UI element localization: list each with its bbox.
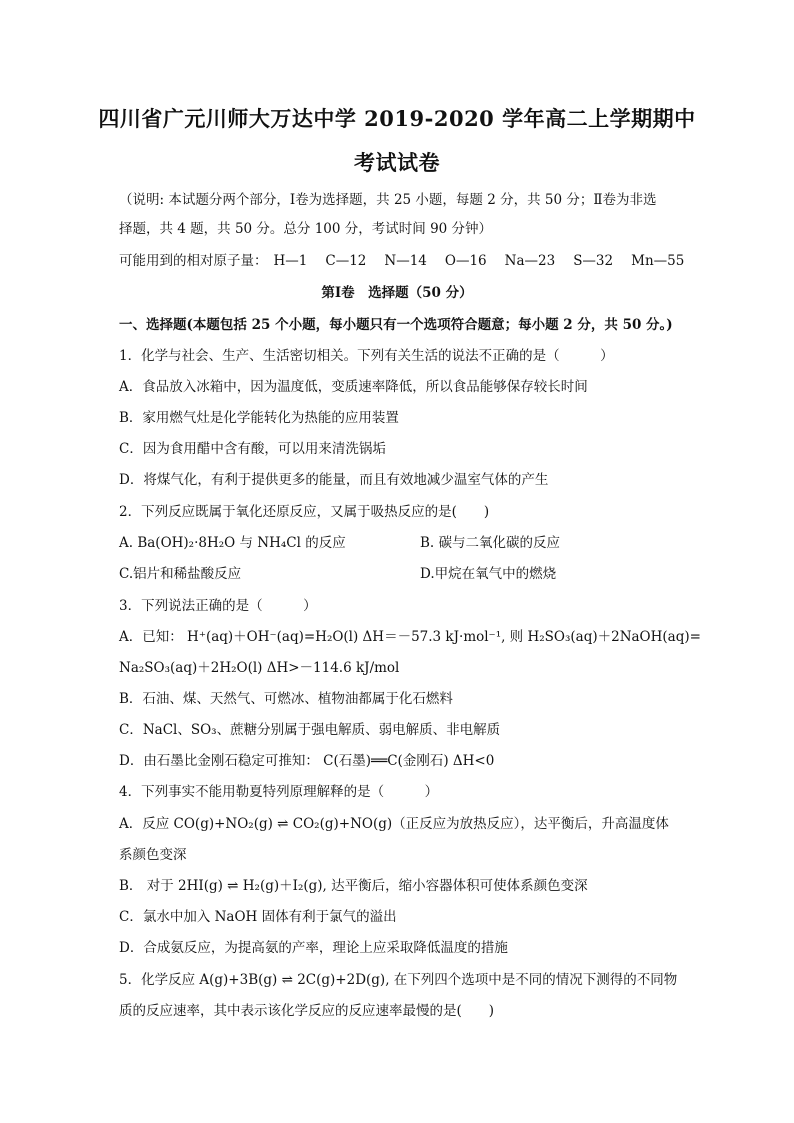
q3-option-c: C．NaCl、SO₃、蔗糖分别属于强电解质、弱电解质、非电解质 (119, 722, 501, 738)
q4-option-c: C．氯水中加入 NaOH 固体有利于氯气的溢出 (119, 909, 397, 925)
q1-stem: 1．化学与社会、生产、生活密切相关。下列有关生活的说法不正确的是（ ） (119, 348, 614, 364)
q4-option-a-line-1: A．反应 CO(g)+NO₂(g) ⇌ CO₂(g)+NO(g)（正反应为放热反应），达平衡后，升高温度体 (119, 816, 669, 832)
exam-title-line-2: 考试试卷 (354, 150, 440, 175)
q3-option-a-line-2: Na₂SO₃(aq)＋2H₂O(l) ΔH>－114.6 kJ/mol (119, 660, 400, 676)
atomic-mass-n: N—14 (384, 253, 427, 269)
exam-title-line-1: 四川省广元川师大万达中学 2019-2020 学年高二上学期期中 (98, 106, 696, 131)
atomic-mass-label: 可能用到的相对原子量： (119, 253, 268, 269)
q3-option-b: B．石油、煤、天然气、可燃冰、植物油都属于化石燃料 (119, 691, 453, 707)
instructions-line-1: （说明: 本试题分两个部分，Ⅰ卷为选择题，共 25 小题，每题 2 分，共 50 分；Ⅱ卷为非选 (119, 192, 657, 208)
q2-option-a: A. Ba(OH)₂·8H₂O 与 NH₄Cl 的反应 (119, 535, 346, 551)
atomic-mass-h: H—1 (273, 253, 308, 269)
q4-option-b: B． 对于 2HI(g) ⇌ H₂(g)＋I₂(g), 达平衡后，缩小容器体积可使体系颜色变深 (119, 878, 588, 894)
section-title: 第Ⅰ卷 选择题（50 分） (321, 285, 473, 301)
q5-stem-line-2: 质的反应速率，其中表示该化学反应的反应速率最慢的是( ) (119, 1003, 495, 1019)
q2-option-d: D.甲烷在氧气中的燃烧 (420, 566, 557, 582)
q2-option-c: C.铝片和稀盐酸反应 (119, 566, 242, 582)
atomic-mass-c: C—12 (325, 253, 367, 269)
q3-option-a-line-1: A．已知： H⁺(aq)＋OH⁻(aq)=H₂O(l) ΔH＝－57.3 kJ·mol⁻¹, 则 H₂SO₃(aq)＋2NaOH(aq)= (119, 629, 701, 645)
q4-option-d: D．合成氨反应，为提高氨的产率，理论上应采取降低温度的措施 (119, 940, 508, 956)
q4-stem: 4．下列事实不能用勒夏特列原理解释的是（ ） (119, 784, 439, 800)
q1-option-c: C．因为食用醋中含有酸，可以用来清洗锅垢 (119, 441, 386, 457)
q1-option-a: A．食品放入冰箱中，因为温度低，变质速率降低，所以食品能够保存较长时间 (119, 379, 588, 395)
q4-option-a-line-2: 系颜色变深 (119, 847, 187, 863)
q5-stem-line-1: 5．化学反应 A(g)+3B(g) ⇌ 2C(g)+2D(g), 在下列四个选项中是不同的情况下测得的不同物 (119, 972, 678, 988)
q1-option-b: B．家用燃气灶是化学能转化为热能的应用装置 (119, 410, 399, 426)
q2-option-b: B. 碳与二氧化碳的反应 (420, 535, 561, 551)
atomic-mass-o: O—16 (444, 253, 487, 269)
part-heading: 一、选择题(本题包括 25 个小题，每小题只有一个选项符合题意；每小题 2 分，共 50 分。) (119, 317, 673, 333)
q2-stem: 2．下列反应既属于氧化还原反应，又属于吸热反应的是( ) (119, 504, 490, 520)
q3-stem: 3．下列说法正确的是（ ） (119, 598, 317, 614)
instructions-line-2: 择题，共 4 题，共 50 分。总分 100 分，考试时间 90 分钟） (119, 221, 493, 237)
q1-option-d: D．将煤气化，有利于提供更多的能量，而且有效地减少温室气体的产生 (119, 472, 549, 488)
atomic-mass-line (119, 249, 684, 269)
q3-option-d: D．由石墨比金刚石稳定可推知： C(石墨)══C(金刚石) ΔH<0 (119, 753, 495, 769)
atomic-mass-na: Na—23 (504, 253, 556, 269)
atomic-mass-mn: Mn—55 (631, 253, 685, 269)
atomic-mass-s: S—32 (573, 253, 614, 269)
